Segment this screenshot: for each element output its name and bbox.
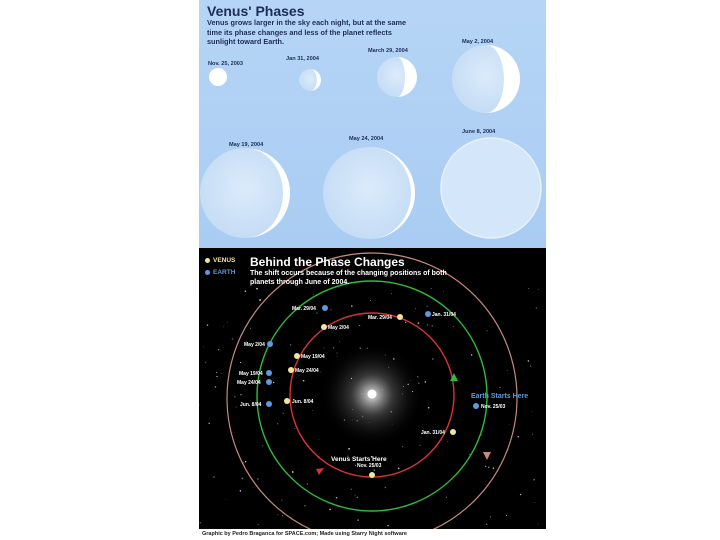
star <box>481 435 482 436</box>
star <box>295 428 296 429</box>
orbit-label-jun8-venus: Jun. 8/04 <box>292 399 314 405</box>
star <box>351 305 353 307</box>
star <box>324 348 325 349</box>
star <box>223 326 224 327</box>
star <box>509 424 510 425</box>
orbit-label-may19-earth: May 19/04 <box>239 371 263 377</box>
orbit-label-jan31-earth: Jan. 31/04 <box>432 312 456 318</box>
star <box>520 494 522 496</box>
legend-venus-label: VENUS <box>213 257 236 264</box>
star <box>232 338 234 340</box>
star <box>450 364 451 365</box>
star <box>488 467 489 468</box>
star <box>532 411 533 412</box>
star <box>385 487 387 489</box>
star <box>357 497 358 498</box>
star <box>487 330 488 331</box>
star <box>485 466 486 467</box>
date-label-may2: May 2, 2004 <box>462 39 494 45</box>
star <box>443 291 444 292</box>
star <box>337 356 338 357</box>
star <box>292 471 294 473</box>
star <box>336 497 337 498</box>
star <box>391 293 392 294</box>
star <box>329 509 331 511</box>
star <box>374 469 375 470</box>
star <box>533 479 535 481</box>
star <box>316 312 317 313</box>
star <box>398 468 400 470</box>
orbit-label-may24-venus: May 24/04 <box>295 368 319 374</box>
star <box>432 325 433 326</box>
star <box>277 423 278 424</box>
star <box>240 394 242 396</box>
star <box>405 322 406 323</box>
star <box>493 468 494 469</box>
star <box>208 423 209 424</box>
star <box>426 290 427 291</box>
star <box>262 445 263 446</box>
venus-phase-jun8 <box>441 138 541 238</box>
orbits-subtitle: The shift occurs because of the changing positions of both planets through June of 2004. <box>250 270 447 286</box>
venus-legend-dot <box>205 258 210 263</box>
venus-phase-may19 <box>200 148 290 238</box>
star <box>245 290 247 292</box>
star <box>333 347 334 348</box>
phases-svg <box>199 0 546 248</box>
venus-position-may19 <box>294 353 300 359</box>
orbit-arrow <box>316 468 324 475</box>
star <box>339 341 340 342</box>
star <box>321 372 322 373</box>
star <box>300 317 301 318</box>
orbits-svg <box>199 248 546 529</box>
star <box>263 361 264 362</box>
star <box>431 288 432 289</box>
earth-position-may2 <box>267 341 273 347</box>
orbits-title: Behind the Phase Changes <box>250 255 405 269</box>
venus-position-nov25 <box>369 472 375 478</box>
star <box>348 448 350 450</box>
star <box>387 525 388 526</box>
star <box>216 376 217 377</box>
star <box>538 524 539 525</box>
star <box>203 347 204 348</box>
earth-position-jan31 <box>425 311 431 317</box>
star <box>528 288 529 289</box>
star <box>245 461 246 462</box>
star <box>506 515 507 516</box>
date-label-may19: May 19, 2004 <box>229 142 264 148</box>
star <box>428 407 430 409</box>
orbit-label-mar29-earth: Mar. 29/04 <box>292 306 316 312</box>
orbit-label-jan31-venus: Jan. 31/04 <box>421 430 445 436</box>
star <box>199 404 200 405</box>
star <box>432 358 434 360</box>
star <box>477 387 478 388</box>
venus-starts-label: Venus Starts Here <box>331 456 387 463</box>
phases-title: Venus' Phases <box>207 3 305 19</box>
legend-earth-label: EARTH <box>213 269 236 276</box>
star <box>221 373 222 374</box>
star <box>402 446 403 447</box>
star <box>301 527 302 528</box>
star <box>418 322 420 324</box>
star <box>355 465 356 466</box>
phases-subtitle: Venus grows larger in the sky each night, but at the same time its phase changes and less of the planet reflects sunlight toward Earth. <box>207 18 407 46</box>
earth-starts-label: Earth Starts Here <box>471 393 529 400</box>
orbit-label-jun8-earth: Jun. 8/04 <box>240 402 262 408</box>
star <box>538 289 539 290</box>
orbit-label-may19-venus: May 19/04 <box>301 354 325 360</box>
orbits-panel <box>199 248 546 529</box>
legend-earth <box>205 269 235 276</box>
star <box>312 410 313 411</box>
orbit-label-mar29-venus: Mar. 29/04 <box>368 315 392 321</box>
earth-position-nov25 <box>473 403 479 409</box>
date-label-jun8: June 8, 2004 <box>462 129 496 135</box>
orbit-label-may2-venus: May 2/04 <box>328 325 349 331</box>
star <box>357 519 359 521</box>
star <box>242 478 244 480</box>
star <box>446 497 447 498</box>
venus-position-mar29 <box>397 314 403 320</box>
earth-position-jun8 <box>266 401 272 407</box>
date-label-mar29: March 29, 2004 <box>368 48 408 54</box>
star <box>490 516 491 517</box>
star <box>447 441 448 442</box>
star <box>236 407 237 408</box>
star <box>259 299 261 301</box>
star <box>427 306 428 307</box>
star <box>283 413 284 414</box>
star <box>240 362 241 363</box>
earth-position-mar29 <box>322 305 328 311</box>
star <box>268 414 269 415</box>
star <box>205 362 206 363</box>
star <box>336 352 337 353</box>
orbit-label-may24-earth: May 24/04 <box>237 380 261 386</box>
venus-phase-mar29 <box>377 57 417 97</box>
star <box>425 381 427 383</box>
legend-venus <box>205 257 235 264</box>
star <box>415 308 416 309</box>
venus-position-jun8 <box>284 398 290 404</box>
star <box>420 445 421 446</box>
star <box>227 322 228 323</box>
star <box>200 522 201 523</box>
star <box>530 365 531 366</box>
earth-position-may19 <box>266 370 272 376</box>
star <box>486 524 488 526</box>
star <box>282 515 283 516</box>
venus-phases-figure <box>199 0 546 540</box>
star <box>518 436 520 438</box>
star <box>351 489 352 490</box>
star <box>528 360 530 362</box>
star <box>216 372 217 373</box>
star <box>318 439 319 440</box>
star <box>370 300 371 301</box>
star <box>277 514 278 515</box>
star <box>469 454 470 455</box>
star <box>234 396 236 398</box>
star <box>355 495 356 496</box>
star <box>453 326 454 327</box>
star <box>307 484 308 485</box>
venus-phase-jan31 <box>299 69 321 91</box>
date-label-jan31: Jan 31, 2004 <box>286 56 319 62</box>
star <box>471 354 472 355</box>
star <box>427 324 428 325</box>
star <box>273 382 274 383</box>
star <box>258 524 259 525</box>
venus-phase-may24 <box>323 147 415 239</box>
earth-legend-dot <box>205 270 210 275</box>
venus-position-may24 <box>288 367 294 373</box>
star <box>303 380 305 382</box>
star <box>534 502 535 503</box>
earth-position-may24 <box>266 379 272 385</box>
star <box>240 490 242 492</box>
orbit-arrow <box>483 452 491 460</box>
star <box>473 320 474 321</box>
star <box>499 387 500 388</box>
credit-line: Graphic by Pedro Braganca for SPACE.com; Made using Starry Night software <box>199 529 546 540</box>
star <box>359 325 360 326</box>
star <box>414 312 415 313</box>
venus-phase-nov25 <box>209 68 227 86</box>
star <box>285 404 286 405</box>
star <box>250 328 251 329</box>
venus-phase-may2 <box>452 45 520 113</box>
star <box>238 366 239 367</box>
phases-panel <box>199 0 546 248</box>
star <box>281 500 282 501</box>
orbit-label-nov25-venus: Nov. 25/03 <box>357 463 382 469</box>
star <box>218 349 219 350</box>
star <box>256 288 258 290</box>
star <box>330 309 331 310</box>
star <box>207 324 208 325</box>
orbit-label-may2-earth: May 2/04 <box>244 342 265 348</box>
star <box>215 386 216 387</box>
star <box>290 344 292 346</box>
date-label-nov25: Nov. 25, 2003 <box>208 61 244 67</box>
star <box>225 499 226 500</box>
date-label-may24: May 24, 2004 <box>349 136 384 142</box>
star <box>382 514 383 515</box>
star <box>507 370 508 371</box>
star <box>213 476 215 478</box>
star <box>257 297 258 298</box>
venus-position-jan31 <box>450 429 456 435</box>
star <box>304 505 305 506</box>
venus-position-may2 <box>321 324 327 330</box>
sun <box>368 390 377 399</box>
star <box>536 307 538 309</box>
star <box>313 294 314 295</box>
star <box>257 478 258 479</box>
star <box>291 517 292 518</box>
orbit-label-nov25-earth: Nov. 25/03 <box>481 404 506 410</box>
star <box>532 434 533 435</box>
